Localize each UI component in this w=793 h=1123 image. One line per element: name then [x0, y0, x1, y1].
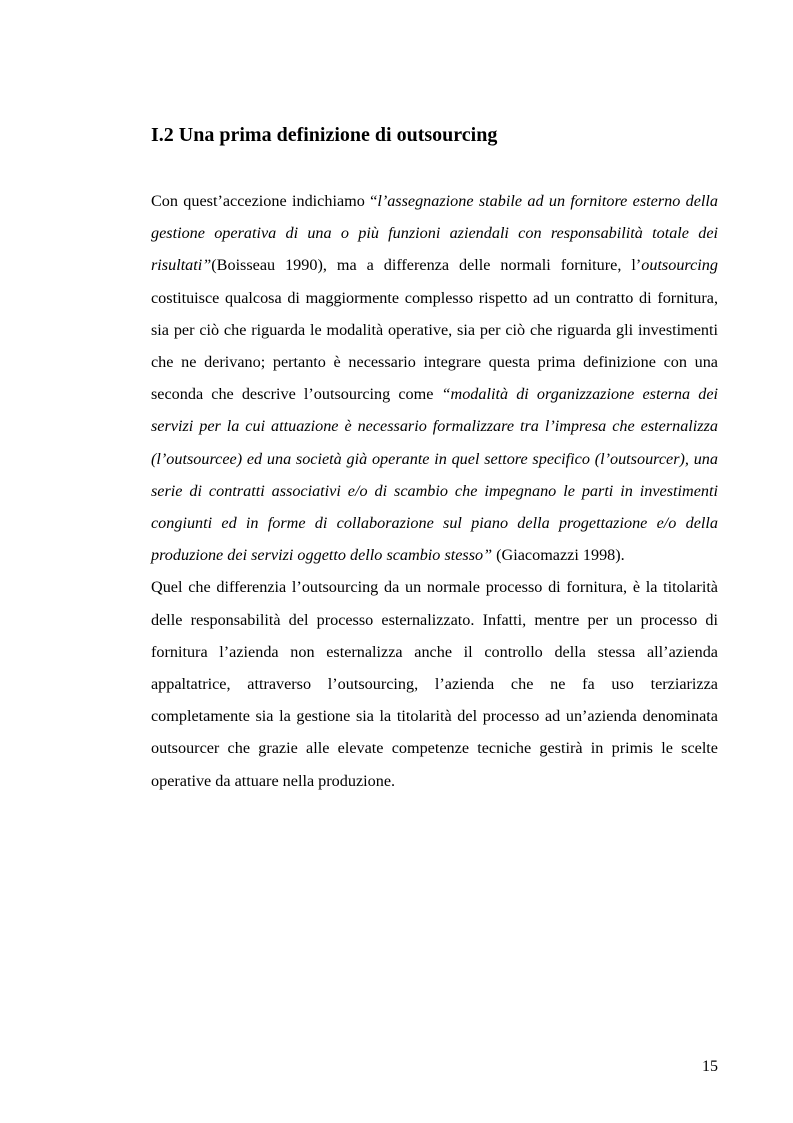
paragraph-difference: Quel che differenzia l’outsourcing da un normale processo di fornitura, è la titolarità delle responsabilità del processo esternalizzato. Infatti, mentre per un processo di fornitura l’azienda non esternalizza anche il controllo della stessa all’azienda appaltatrice, attraverso l’outsourcing, l’azienda che ne fa uso terziarizza completamente sia la gestione sia la titolarità del processo ad un’azienda denominata outsourcer che grazie alle elevate competenze tecniche gestirà in primis le scelte operative da attuare nella produzione. — [151, 578, 718, 790]
section-body — [151, 185, 718, 797]
section-heading: I.2 Una prima definizione di outsourcing — [151, 124, 498, 146]
citation-boisseau: (Boisseau 1990), ma a differenza delle normali forniture, l’ — [211, 256, 642, 275]
citation-giacomazzi: (Giacomazzi 1998). — [492, 546, 625, 565]
paragraph-definition — [151, 185, 718, 571]
page-number: 15 — [702, 1058, 718, 1075]
paragraph-middle-text: costituisce qualcosa di maggiormente complesso rispetto ad un contratto di fornitura, sia per ciò che riguarda le modalità operative, sia per ciò che riguarda gli investimenti che ne derivano; pertanto è necessario integrare questa prima definizione con una seconda che descrive l’outsourcing come — [151, 288, 718, 404]
paragraph-intro-text: Con quest’accezione indichiamo “ — [151, 192, 378, 210]
term-outsourcing: outsourcing — [641, 256, 718, 275]
quote-boisseau: l’assegnazione stabile ad un fornitore esterno della gestione operativa di una o più funzioni aziendali con responsabilità totale dei risultati” — [151, 192, 718, 275]
quote-giacomazzi: “modalità di organizzazione esterna dei servizi per la cui attuazione è necessario formalizzare tra l’impresa che esternalizza (l’outsourcee) ed una società già operante in quel settore specifico (l’outsourcer), una serie di contratti associativi e/o di scambio che impegnano le parti in investimenti congiunti ed in forme di collaborazione sul piano della progettazione e/o della produzione dei servizi oggetto dello scambio stesso” — [151, 385, 719, 565]
